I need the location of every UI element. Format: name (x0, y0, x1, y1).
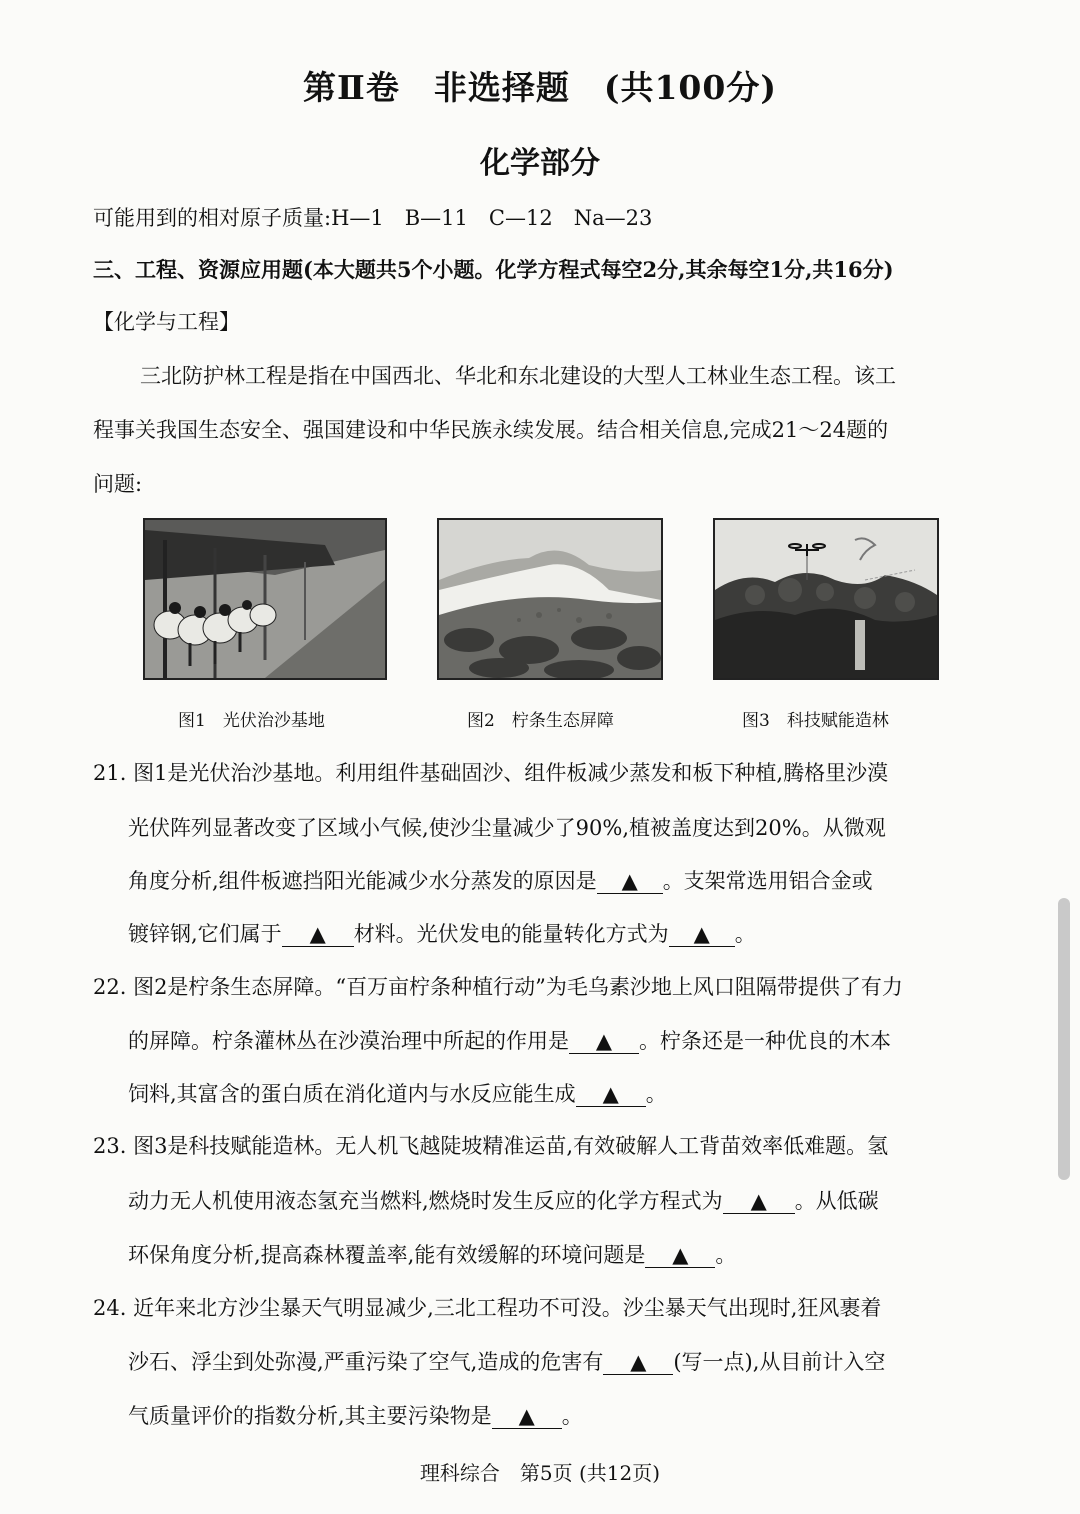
answer-blank[interactable]: ▲ (492, 1405, 562, 1429)
figure-1-caption: 图1 光伏治沙基地 (178, 711, 325, 731)
answer-blank[interactable]: ▲ (576, 1083, 646, 1107)
page-footer: 理科综合 第5页 (共12页) (419, 1461, 661, 1485)
drone-afforestation-photo (715, 520, 937, 678)
answer-blank[interactable]: ▲ (669, 923, 735, 947)
figure-3-image (713, 518, 939, 680)
q24-line-1: 24. 近年来北方沙尘暴天气明显减少,三北工程功不可没。沙尘暴天气出现时,狂风裹着 (93, 1296, 882, 1320)
figure-1-image (143, 518, 387, 680)
q24-line-3: 气质量评价的指数分析,其主要污染物是 ▲ 。 (128, 1404, 583, 1428)
q22-line-2: 的屏障。柠条灌林丛在沙漠治理中所起的作用是 ▲ 。柠条还是一种优良的木本 (128, 1029, 891, 1053)
section-title: 第Ⅱ卷 非选择题 (共100分) (303, 68, 777, 107)
answer-blank[interactable]: ▲ (282, 923, 354, 947)
q21-line-2: 光伏阵列显著改变了区域小气候,使沙尘量减少了90%,植被盖度达到20%。从微观 (128, 816, 886, 840)
atomic-mass-note: 可能用到的相对原子质量:H—1 B—11 C—12 Na—23 (93, 206, 653, 230)
section-heading: 三、工程、资源应用题(本大题共5个小题。化学方程式每空2分,其余每空1分,共16分) (93, 257, 894, 282)
q24-line-2: 沙石、浮尘到处弥漫,严重污染了空气,造成的危害有 ▲ (写一点),从目前计入空 (128, 1350, 886, 1374)
answer-blank[interactable]: ▲ (645, 1244, 715, 1268)
caragana-barrier-photo (439, 520, 661, 678)
figure-2-image (437, 518, 663, 680)
intro-line-3: 问题: (93, 472, 143, 496)
topic-heading: 【化学与工程】 (93, 310, 240, 334)
q21-line-1: 21. 图1是光伏治沙基地。利用组件基础固沙、组件板减少蒸发和板下种植,腾格里沙漠 (93, 761, 889, 785)
intro-line-1: 三北防护林工程是指在中国西北、华北和东北建设的大型人工林业生态工程。该工 (140, 364, 896, 388)
figure-2-caption: 图2 柠条生态屏障 (467, 711, 614, 731)
q21-line-4: 镀锌钢,它们属于 ▲ 材料。光伏发电的能量转化方式为 ▲ 。 (128, 922, 756, 946)
q23-line-1: 23. 图3是科技赋能造林。无人机飞越陡坡精准运苗,有效破解人工背苗效率低难题。氢 (93, 1134, 889, 1158)
subject-title: 化学部分 (480, 146, 600, 181)
q22-line-1: 22. 图2是柠条生态屏障。“百万亩柠条种植行动”为毛乌素沙地上风口阻隔带提供了有力 (93, 975, 903, 999)
intro-line-2: 程事关我国生态安全、强国建设和中华民族永续发展。结合相关信息,完成21～24题的 (93, 418, 889, 442)
q23-line-3: 环保角度分析,提高森林覆盖率,能有效缓解的环境问题是 ▲ 。 (128, 1243, 737, 1267)
q23-line-2: 动力无人机使用液态氢充当燃料,燃烧时发生反应的化学方程式为 ▲ 。从低碳 (128, 1189, 879, 1213)
answer-blank[interactable]: ▲ (723, 1190, 795, 1214)
figure-3-caption: 图3 科技赋能造林 (742, 711, 889, 731)
q22-line-3: 饲料,其富含的蛋白质在消化道内与水反应能生成 ▲ 。 (128, 1082, 667, 1106)
photovoltaic-base-photo (145, 520, 385, 678)
answer-blank[interactable]: ▲ (603, 1351, 673, 1375)
answer-blank[interactable]: ▲ (569, 1030, 639, 1054)
answer-blank[interactable]: ▲ (597, 870, 663, 894)
scrollbar-thumb[interactable] (1058, 898, 1070, 1180)
q21-line-3: 角度分析,组件板遮挡阳光能减少水分蒸发的原因是 ▲ 。支架常选用铝合金或 (128, 869, 873, 893)
